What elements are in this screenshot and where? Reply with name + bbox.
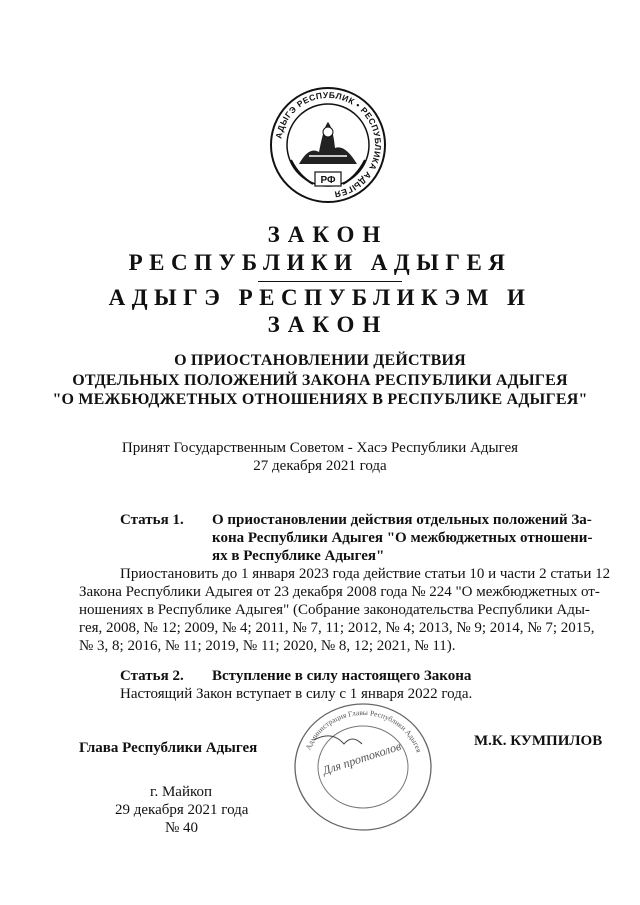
article-1-heading-line: кона Республики Адыгея "О межбюджетных отношени- xyxy=(212,530,593,546)
article-2-body: Настоящий Закон вступает в силу с 1 января 2022 года. xyxy=(120,686,473,702)
footer-date: 29 декабря 2021 года xyxy=(115,802,249,818)
article-1-heading-line: О приостановлении действия отдельных положений За- xyxy=(212,512,592,528)
svg-text:Для протоколов: Для протоколов xyxy=(320,738,403,778)
law-heading-1: ЗАКОН xyxy=(267,222,389,247)
law-title-line-1: О ПРИОСТАНОВЛЕНИИ ДЕЙСТВИЯ xyxy=(174,352,466,369)
article-2-label: Статья 2. xyxy=(120,668,184,684)
svg-text:Администрация Главы Республики: Администрация Главы Республики Адыгея xyxy=(303,707,424,754)
law-heading-4: ЗАКОН xyxy=(267,312,389,337)
header-divider xyxy=(258,281,402,282)
law-heading-3: АДЫГЭ РЕСПУБЛИКЭМ И xyxy=(108,285,532,310)
footer-number: № 40 xyxy=(165,820,199,836)
coat-of-arms-emblem xyxy=(269,86,387,204)
svg-text:АДЫГЭ РЕСПУБЛИК • РЕСПУБЛИКА А: АДЫГЭ РЕСПУБЛИК • РЕСПУБЛИКА АДЫГЕЯ xyxy=(273,89,384,200)
adopted-date: 27 декабря 2021 года xyxy=(253,458,387,474)
article-1-body-line: Приостановить до 1 января 2023 года действие статьи 10 и части 2 статьи 12 xyxy=(120,566,611,582)
svg-text:РФ: РФ xyxy=(320,175,336,186)
article-1-body-line: № 3, 8; 2016, № 11; 2019, № 11; 2020, № 8, 12; 2021, № 11). xyxy=(79,638,456,654)
signatory-position: Глава Республики Адыгея xyxy=(79,740,258,756)
article-1-body-line: ношениях в Республике Адыгея" (Собрание законодательства Республики Ады- xyxy=(79,602,590,618)
article-1-body-line: Закона Республики Адыгея от 23 декабря 2008 года № 224 "О межбюджетных от- xyxy=(79,584,600,600)
law-title-line-2: ОТДЕЛЬНЫХ ПОЛОЖЕНИЙ ЗАКОНА РЕСПУБЛИКИ АДЫГЕЯ xyxy=(72,372,568,389)
signatory-name: М.К. КУМПИЛОВ xyxy=(474,733,603,749)
article-1-heading-line: ях в Республике Адыгея" xyxy=(212,548,385,564)
adopted-statement: Принят Государственным Советом - Хасэ Республики Адыгея xyxy=(121,440,519,456)
article-1-label: Статья 1. xyxy=(120,512,184,528)
article-1-body-line: гея, 2008, № 12; 2009, № 4; 2011, № 7, 11; 2012, № 4; 2013, № 9; 2014, № 7; 2015, xyxy=(79,620,595,636)
law-heading-2: РЕСПУБЛИКИ АДЫГЕЯ xyxy=(128,250,512,275)
official-seal-stamp xyxy=(292,700,434,834)
footer-city: г. Майкоп xyxy=(150,784,213,800)
law-title-line-3: "О МЕЖБЮДЖЕТНЫХ ОТНОШЕНИЯХ В РЕСПУБЛИКЕ АДЫГЕЯ" xyxy=(52,391,588,408)
article-2-heading: Вступление в силу настоящего Закона xyxy=(212,668,472,684)
